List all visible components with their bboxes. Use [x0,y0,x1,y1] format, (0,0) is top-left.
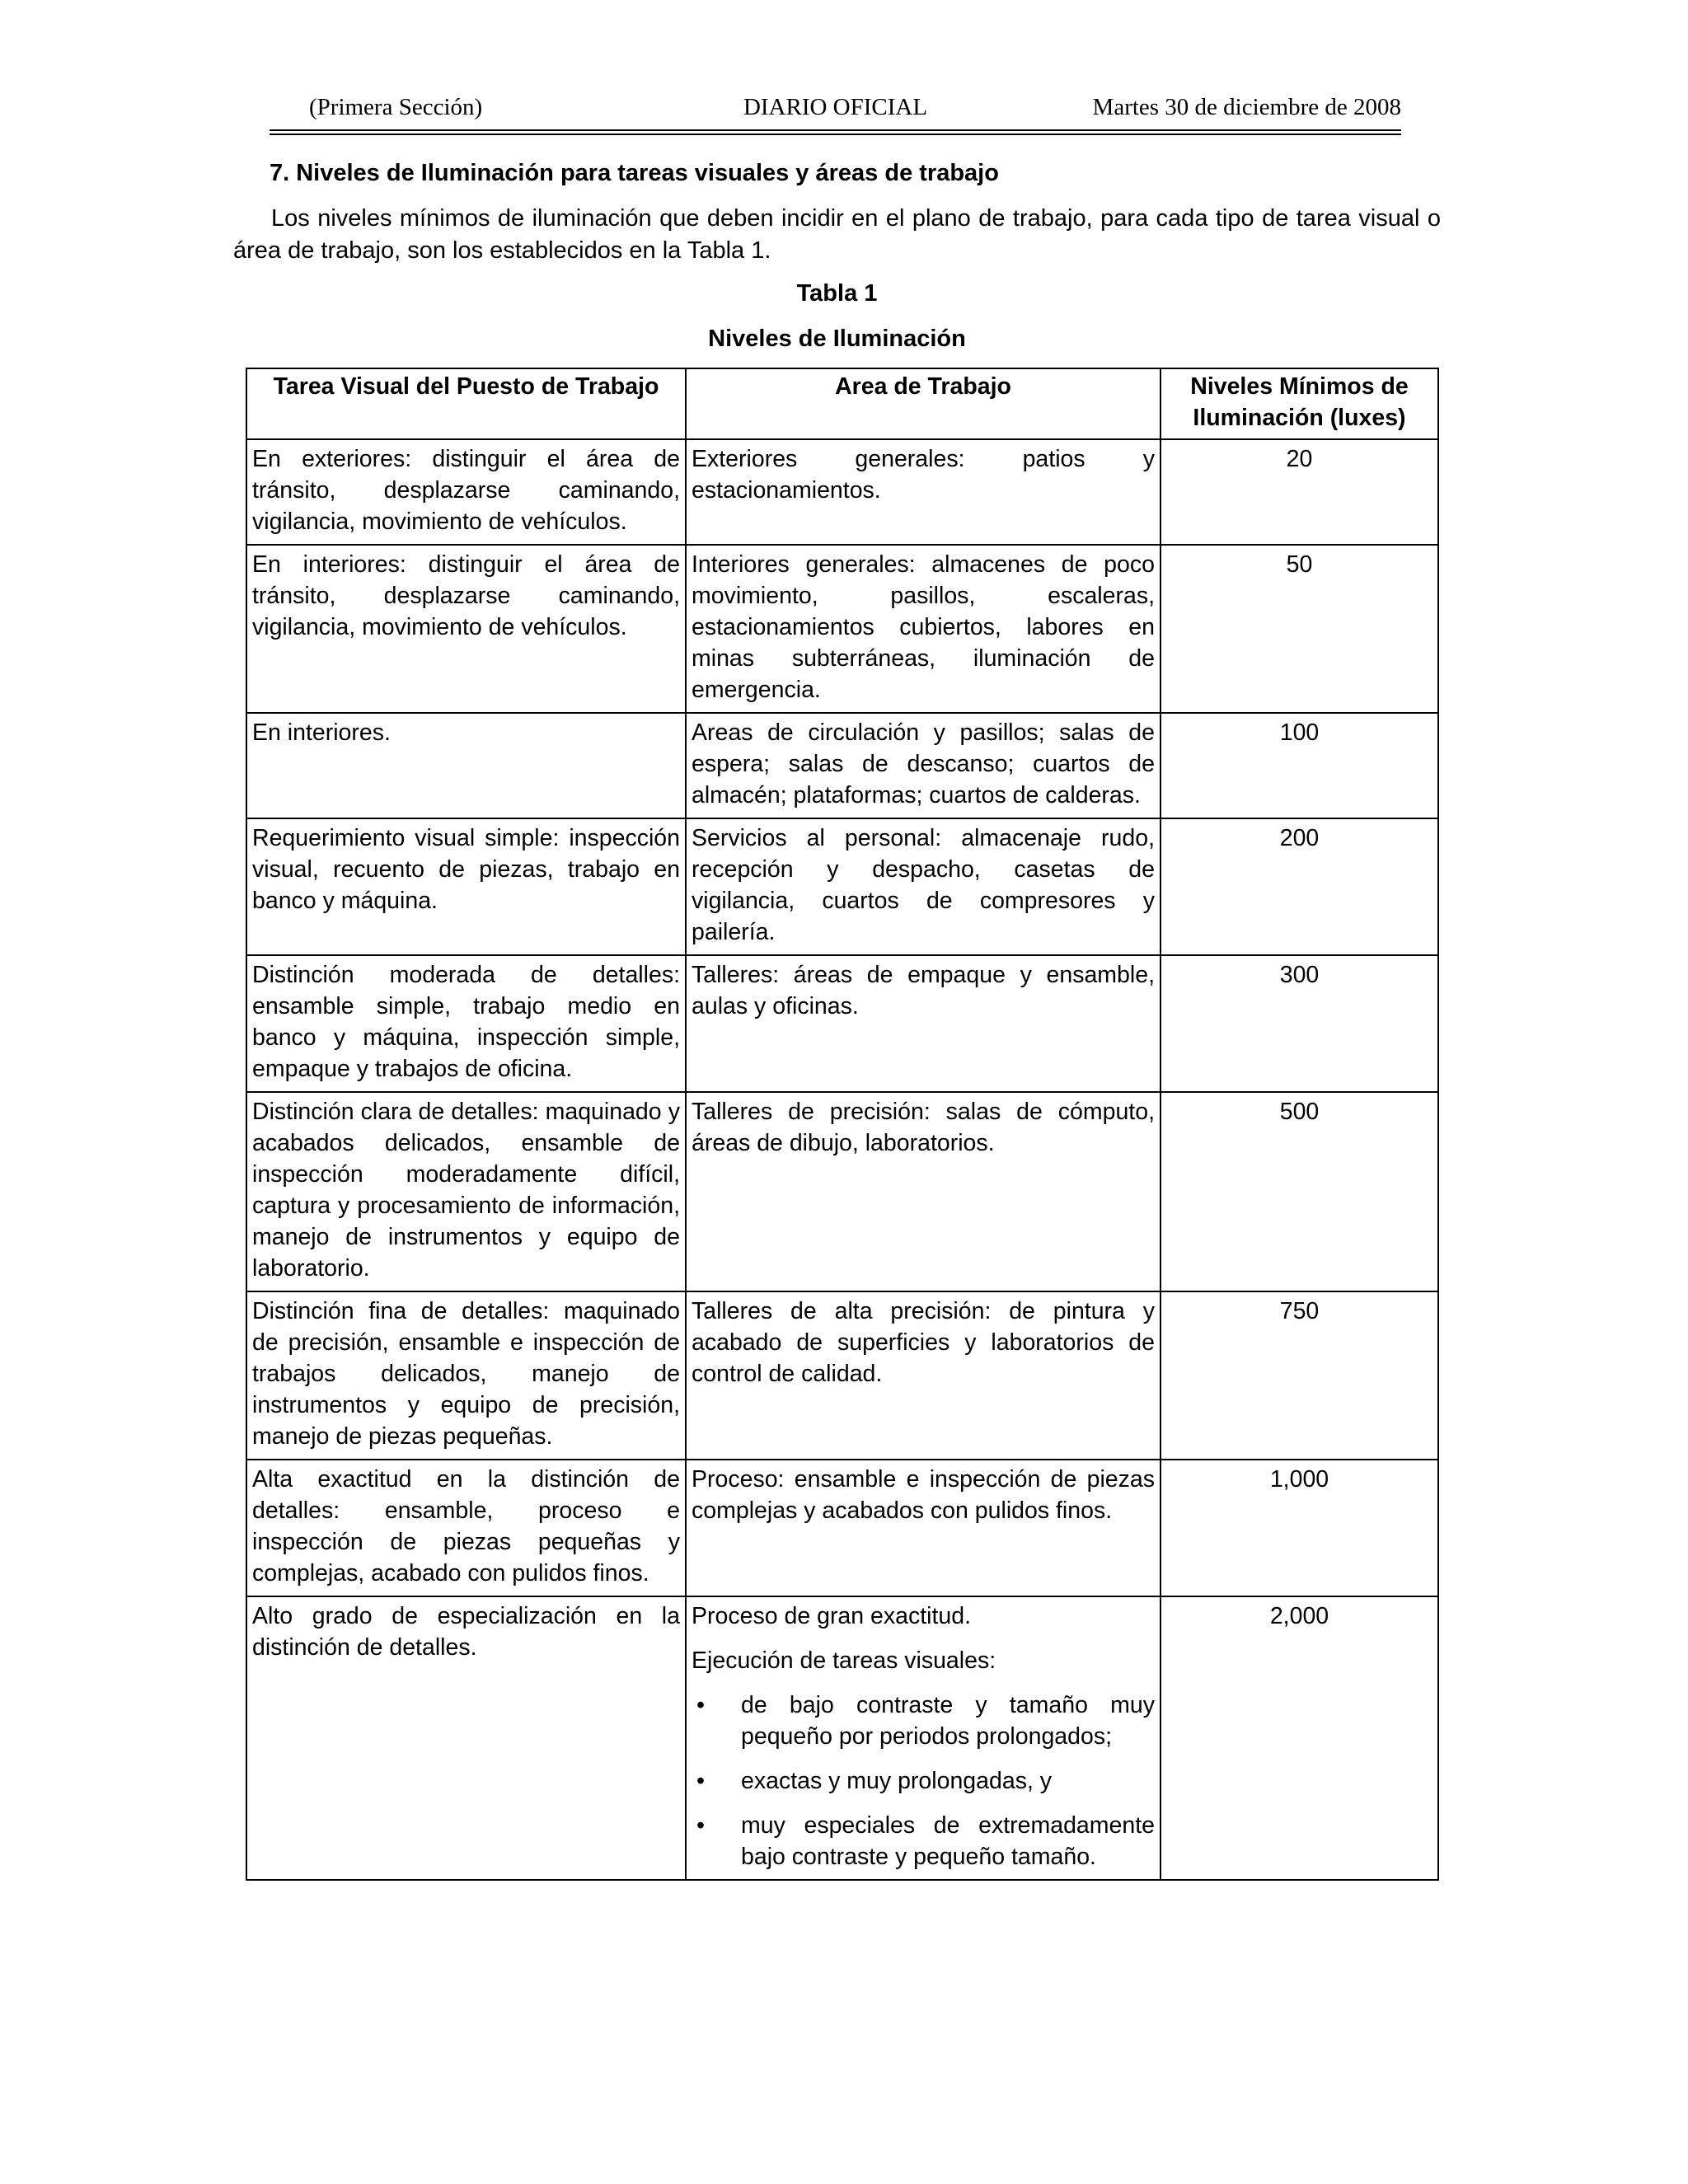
page-header [270,94,1401,127]
header-section: (Primera Sección) [309,94,483,120]
task-cell: Distinción clara de detalles: maquinado y acabados delicados, ensamble de inspección moderadamente difícil, captura y procesamiento de información, manejo de instrumentos y equipo de laboratorio. [246,1092,686,1291]
area-cell: Talleres de alta precisión: de pintura y acabado de superficies y laboratorios de control de calidad. [686,1291,1160,1460]
table-row [246,439,1438,545]
task-cell: Distinción fina de detalles: maquinado de precisión, ensamble e inspección de trabajos delicados, manejo de instrumentos y equipo de precisión, manejo de piezas pequeñas. [246,1291,686,1460]
table-row [246,713,1438,818]
area-cell: Talleres de precisión: salas de cómputo, áreas de dibujo, laboratorios. [686,1092,1160,1291]
area-cell: Talleres: áreas de empaque y ensamble, aulas y oficinas. [686,955,1160,1092]
level-cell: 750 [1160,1291,1438,1460]
list-item [696,1690,1155,1752]
column-header-level: Niveles Mínimos de Iluminación (luxes) [1160,368,1438,439]
table-subcaption: Niveles de Iluminación [708,326,966,352]
table-row [246,1291,1438,1460]
area-line: Ejecución de tareas visuales: [692,1647,996,1674]
header-publication: DIARIO OFICIAL [743,94,928,120]
level-cell: 2,000 [1160,1596,1438,1880]
level-cell: 500 [1160,1092,1438,1291]
column-header-area: Area de Trabajo [686,368,1160,439]
task-cell: Alto grado de especialización en la distinción de detalles. [246,1596,686,1880]
area-cell: Proceso: ensamble e inspección de piezas complejas y acabados con pulidos finos. [686,1460,1160,1596]
section-paragraph: Los niveles mínimos de iluminación que deben incidir en el plano de trabajo, para cada tipo de tarea visual o área de trabajo, son los establecidos en la Tabla 1. [233,205,1441,264]
level-cell: 200 [1160,818,1438,955]
list-item [696,1810,1155,1872]
list-item-text: exactas y muy prolongadas, y [741,1768,1053,1794]
table-row [246,1092,1438,1291]
table-row [246,955,1438,1092]
area-cell: Interiores generales: almacenes de poco movimiento, pasillos, escaleras, estacionamientos cubiertos, labores en minas subterráneas, iluminación de emergencia. [686,545,1160,713]
header-rule-top [270,129,1401,131]
level-cell: 50 [1160,545,1438,713]
level-cell: 100 [1160,713,1438,818]
table-row-last [246,1596,1438,1880]
illumination-table [246,368,1439,1881]
table-row [246,818,1438,955]
table-row [246,545,1438,713]
level-cell: 1,000 [1160,1460,1438,1596]
header-rule-bottom [270,134,1401,135]
bullet-icon: • [696,1768,705,1794]
section-heading: 7. Niveles de Iluminación para tareas visuales y áreas de trabajo [270,160,999,186]
task-cell: En exteriores: distinguir el área de tránsito, desplazarse caminando, vigilancia, movimiento de vehículos. [246,439,686,545]
header-date: Martes 30 de diciembre de 2008 [1092,94,1401,120]
column-header-task: Tarea Visual del Puesto de Trabajo [246,368,686,439]
bullet-list [692,1690,1155,1872]
area-line: Proceso de gran exactitud. [692,1603,972,1629]
bullet-icon: • [696,1812,705,1839]
area-cell [686,1596,1160,1880]
task-cell: Alta exactitud en la distinción de detalles: ensamble, proceso e inspección de piezas pequeñas y complejas, acabado con pulidos finos. [246,1460,686,1596]
task-cell: Distinción moderada de detalles: ensamble simple, trabajo medio en banco y máquina, inspección simple, empaque y trabajos de oficina. [246,955,686,1092]
bullet-icon: • [696,1692,705,1718]
task-cell: En interiores: distinguir el área de tránsito, desplazarse caminando, vigilancia, movimiento de vehículos. [246,545,686,713]
table-caption: Tabla 1 [796,280,878,307]
task-cell: Requerimiento visual simple: inspección visual, recuento de piezas, trabajo en banco y máquina. [246,818,686,955]
area-cell: Exteriores generales: patios y estacionamientos. [686,439,1160,545]
level-cell: 300 [1160,955,1438,1092]
area-cell: Areas de circulación y pasillos; salas de espera; salas de descanso; cuartos de almacén; plataformas; cuartos de calderas. [686,713,1160,818]
table-header-row [246,368,1438,439]
table-row [246,1460,1438,1596]
list-item [696,1765,1155,1797]
level-cell: 20 [1160,439,1438,545]
task-cell: En interiores. [246,713,686,818]
list-item-text: muy especiales de extremadamente bajo contraste y pequeño tamaño. [741,1812,1155,1870]
list-item-text: de bajo contraste y tamaño muy pequeño por periodos prolongados; [741,1692,1155,1750]
area-cell: Servicios al personal: almacenaje rudo, recepción y despacho, casetas de vigilancia, cuartos de compresores y pailería. [686,818,1160,955]
